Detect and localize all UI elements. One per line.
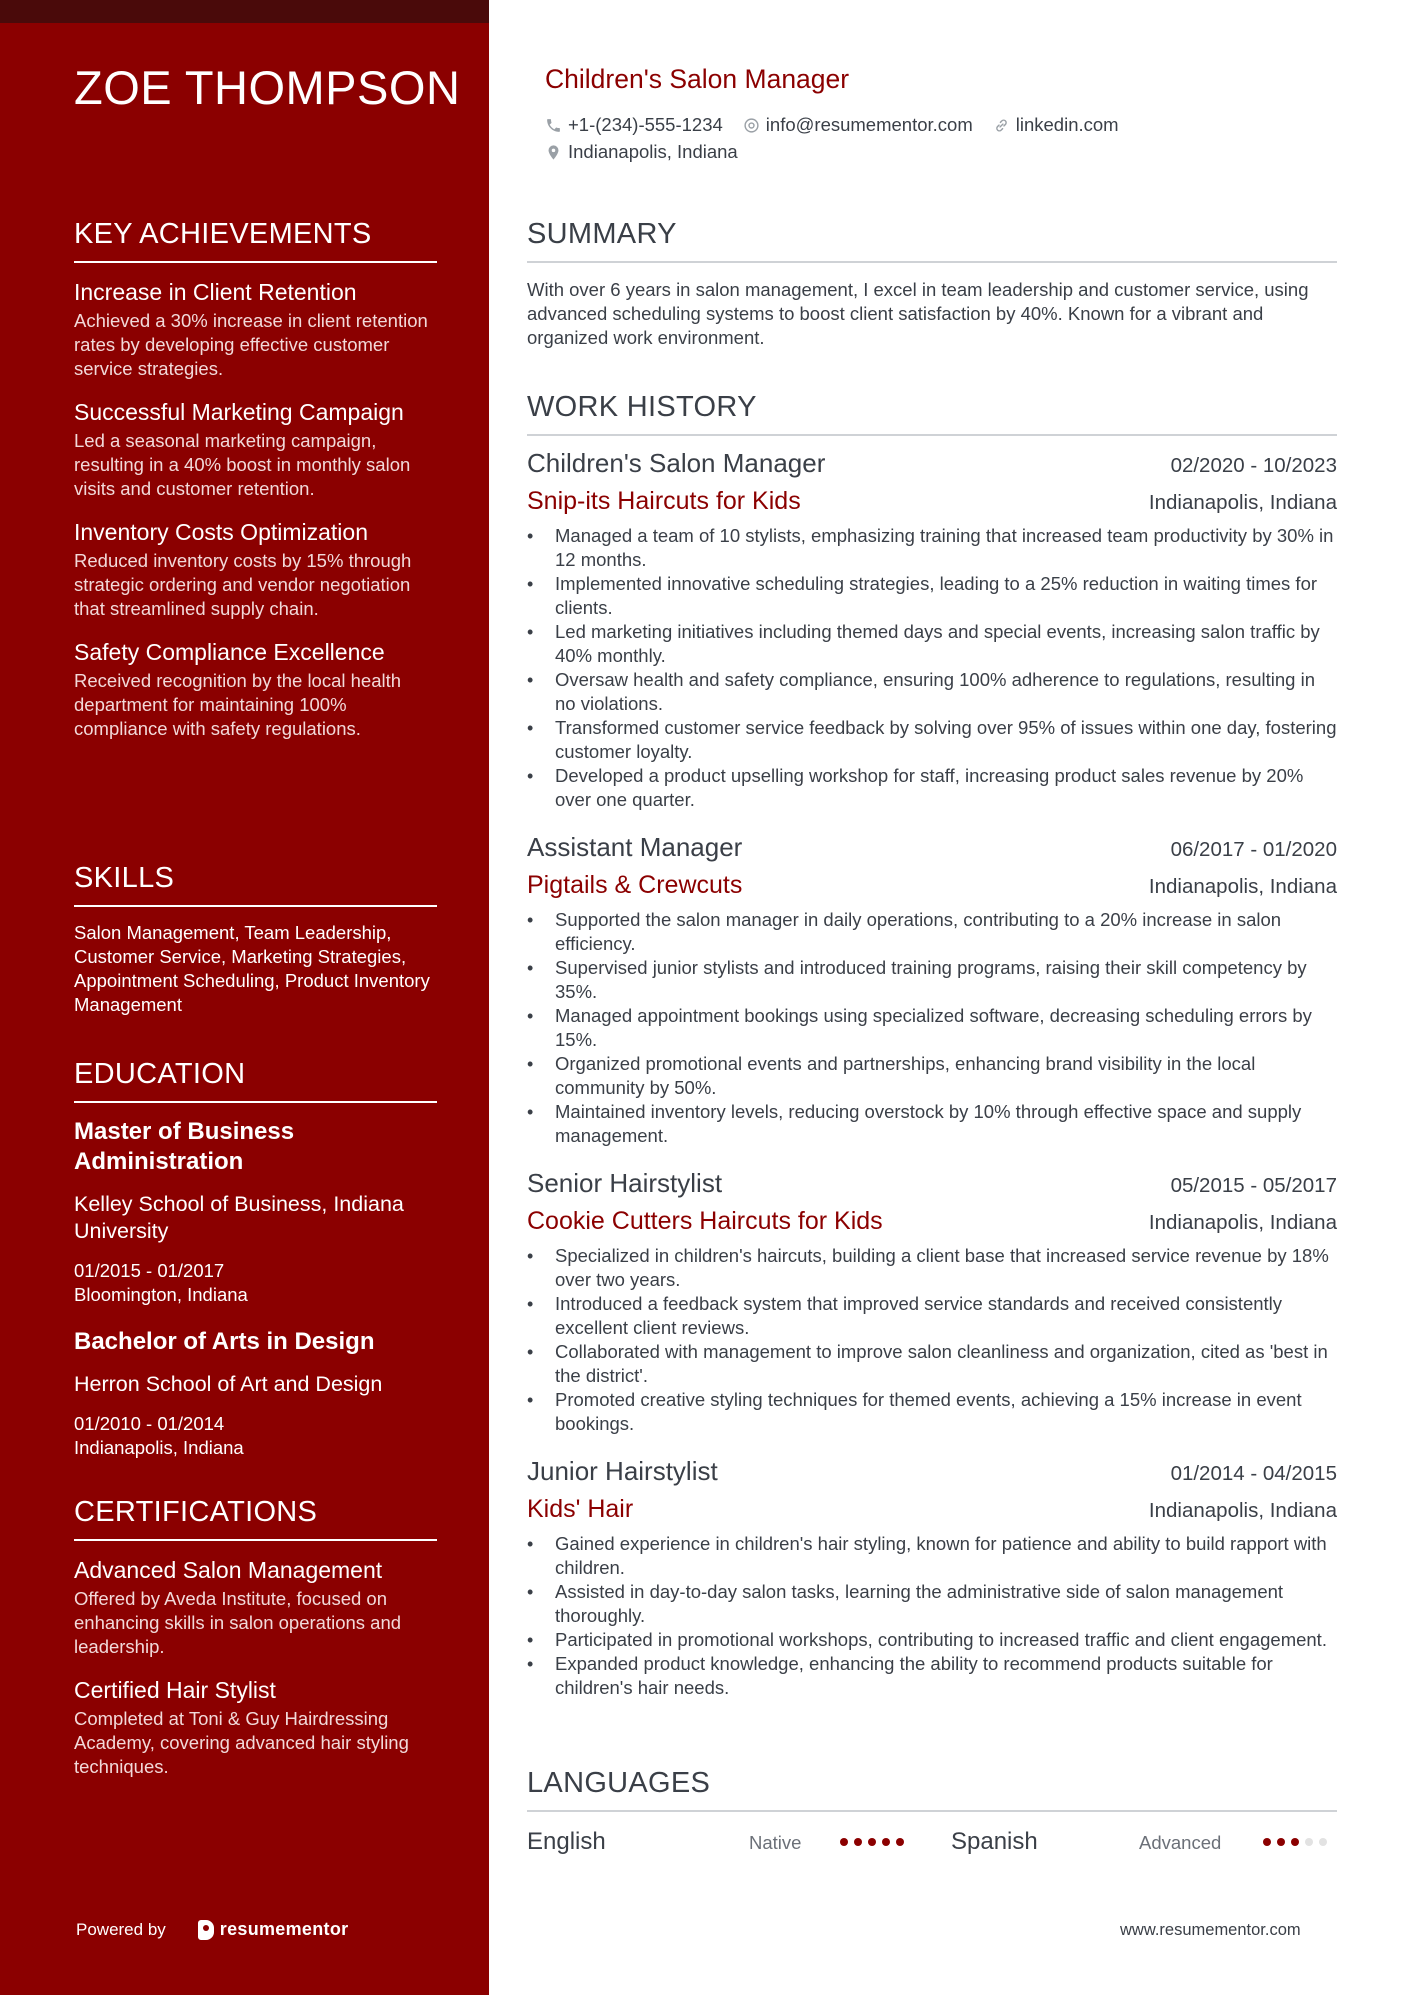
education-item (74, 1117, 437, 1307)
rating-dot (1319, 1838, 1327, 1846)
contact-row (545, 114, 1139, 136)
job-company: Cookie Cutters Haircuts for Kids (527, 1207, 883, 1235)
certification-title: Certified Hair Stylist (74, 1677, 276, 1703)
job-dates: 06/2017 - 01/2020 (1170, 838, 1337, 861)
languages-heading: LANGUAGES (527, 1767, 1337, 1812)
achievements-section (74, 218, 437, 757)
rating-dot (882, 1838, 890, 1846)
job-entry (527, 1168, 1337, 1436)
sidebar (0, 0, 489, 1995)
education-school: Kelley School of Business, Indiana University (74, 1192, 404, 1243)
linkedin-text: linkedin.com (1015, 114, 1119, 135)
job-company: Snip-its Haircuts for Kids (527, 487, 801, 515)
location-icon (545, 144, 562, 161)
job-role: Children's Salon Manager (527, 448, 826, 478)
education-heading: EDUCATION (74, 1058, 437, 1103)
location-text: Indianapolis, Indiana (568, 141, 738, 162)
job-bullet: • Collaborated with management to improve salon cleanliness and organization, cited as 'best in the district'. (527, 1340, 1337, 1388)
education-location: Indianapolis, Indiana (74, 1437, 244, 1458)
education-school: Herron School of Art and Design (74, 1372, 383, 1396)
rating-dot (840, 1838, 848, 1846)
achievement-title: Inventory Costs Optimization (74, 519, 369, 545)
job-company: Kids' Hair (527, 1495, 634, 1523)
certifications-heading: CERTIFICATIONS (74, 1496, 437, 1541)
sidebar-top-band (0, 0, 489, 23)
job-bullet: • Promoted creative styling techniques for themed events, achieving a 15% increase in event bookings. (527, 1388, 1337, 1436)
job-location: Indianapolis, Indiana (1148, 1499, 1337, 1522)
footer-url[interactable]: www.resumementor.com (1120, 1921, 1301, 1939)
achievements-heading: KEY ACHIEVEMENTS (74, 218, 437, 263)
job-bullet: • Oversaw health and safety compliance, ensuring 100% adherence to regulations, resulting in no violations. (527, 668, 1337, 716)
rating-dot (1263, 1838, 1271, 1846)
resumementor-logo-icon (198, 1920, 214, 1940)
job-bullet: • Developed a product upselling workshop for staff, increasing product sales revenue by 20% over one quarter. (527, 764, 1337, 812)
powered-by (76, 1919, 348, 1940)
job-entry (527, 1456, 1337, 1700)
contact-row-location (545, 141, 758, 163)
job-dates: 01/2014 - 04/2015 (1170, 1462, 1337, 1485)
achievement-desc: Reduced inventory costs by 15% through strategic ordering and vendor negotiation that streamlined supply chain. (74, 550, 412, 619)
link-icon (993, 117, 1010, 134)
achievement-title: Increase in Client Retention (74, 279, 357, 305)
job-bullet: • Gained experience in children's hair styling, known for patience and ability to build rapport with children. (527, 1532, 1337, 1580)
achievement-item (74, 277, 437, 381)
achievement-item (74, 637, 437, 741)
job-role: Senior Hairstylist (527, 1168, 723, 1198)
brand-name: resumementor (219, 1919, 349, 1939)
achievement-title: Successful Marketing Campaign (74, 399, 404, 425)
job-bullets (527, 1532, 1337, 1700)
job-location: Indianapolis, Indiana (1148, 1211, 1337, 1234)
job-bullets (527, 524, 1337, 812)
job-bullet: • Participated in promotional workshops, contributing to increased traffic and client engagement. (527, 1628, 1337, 1652)
contact-phone[interactable] (545, 114, 723, 136)
education-dates: 01/2010 - 01/2014 (74, 1413, 225, 1434)
education-degree: Bachelor of Arts in Design (74, 1328, 375, 1355)
job-bullet: • Managed appointment bookings using specialized software, decreasing scheduling errors by 15%. (527, 1004, 1337, 1052)
work-history-heading: WORK HISTORY (527, 391, 1337, 436)
candidate-name: ZOE THOMPSON (74, 61, 461, 114)
job-dates: 05/2015 - 05/2017 (1170, 1174, 1337, 1197)
language-name: Spanish (951, 1828, 1038, 1855)
certification-desc: Offered by Aveda Institute, focused on enhancing skills in salon operations and leadership. (74, 1588, 402, 1657)
phone-text: +1-(234)-555-1234 (568, 114, 723, 135)
language-name: English (527, 1828, 606, 1855)
job-bullet: • Expanded product knowledge, enhancing the ability to recommend products suitable for children's hair needs. (527, 1652, 1337, 1700)
education-item (74, 1327, 437, 1460)
job-dates: 02/2020 - 10/2023 (1170, 454, 1337, 477)
job-bullet: • Led marketing initiatives including themed days and special events, increasing salon traffic by 40% monthly. (527, 620, 1337, 668)
job-bullet: • Supported the salon manager in daily operations, contributing to a 20% increase in salon efficiency. (527, 908, 1337, 956)
job-entry (527, 448, 1337, 812)
skills-section (74, 862, 437, 1017)
job-bullet: • Maintained inventory levels, reducing overstock by 10% through effective space and supply management. (527, 1100, 1337, 1148)
education-degree: Master of Business Administration (74, 1118, 295, 1175)
job-bullet: • Assisted in day-to-day salon tasks, learning the administrative side of salon management thoroughly. (527, 1580, 1337, 1628)
job-bullet: • Transformed customer service feedback by solving over 95% of issues within one day, fostering customer loyalty. (527, 716, 1337, 764)
language-rating (1263, 1838, 1327, 1846)
achievement-desc: Led a seasonal marketing campaign, resulting in a 40% boost in monthly salon visits and customer retention. (74, 430, 411, 499)
certification-item (74, 1555, 437, 1659)
brand-logo[interactable] (198, 1919, 349, 1940)
job-bullets (527, 1244, 1337, 1436)
language-rating (840, 1838, 904, 1846)
achievement-desc: Achieved a 30% increase in client retention rates by developing effective customer service strategies. (74, 310, 428, 379)
rating-dot (896, 1838, 904, 1846)
skills-list: Salon Management, Team Leadership, Customer Service, Marketing Strategies, Appointment Scheduling, Product Inventory Management (74, 922, 430, 1015)
education-location: Bloomington, Indiana (74, 1284, 248, 1305)
rating-dot (868, 1838, 876, 1846)
job-location: Indianapolis, Indiana (1148, 491, 1337, 514)
contact-location (545, 141, 738, 163)
job-bullet: • Supervised junior stylists and introduced training programs, raising their skill competency by 35%. (527, 956, 1337, 1004)
skills-heading: SKILLS (74, 862, 437, 907)
powered-by-label: Powered by (76, 1919, 166, 1939)
summary-heading: SUMMARY (527, 218, 1337, 263)
achievement-item (74, 397, 437, 501)
job-bullet: • Managed a team of 10 stylists, emphasizing training that increased team productivity by 30% in 12 months. (527, 524, 1337, 572)
achievement-title: Safety Compliance Excellence (74, 639, 385, 665)
job-role: Assistant Manager (527, 832, 743, 862)
rating-dot (1277, 1838, 1285, 1846)
achievement-desc: Received recognition by the local health department for maintaining 100% compliance with safety regulations. (74, 670, 402, 739)
email-icon (743, 117, 760, 134)
job-location: Indianapolis, Indiana (1148, 875, 1337, 898)
job-role: Junior Hairstylist (527, 1456, 718, 1486)
job-bullets (527, 908, 1337, 1148)
rating-dot (854, 1838, 862, 1846)
job-bullet: • Specialized in children's haircuts, building a client base that increased service revenue by 18% over two years. (527, 1244, 1337, 1292)
education-dates: 01/2015 - 01/2017 (74, 1260, 225, 1281)
achievement-item (74, 517, 437, 621)
email-text: info@resumementor.com (765, 114, 973, 135)
contact-linkedin[interactable] (993, 114, 1119, 136)
job-bullet: • Implemented innovative scheduling strategies, leading to a 25% reduction in waiting times for clients. (527, 572, 1337, 620)
summary-text: With over 6 years in salon management, I excel in team leadership and customer service, using advanced scheduling systems to boost client satisfaction by 40%. Known for a vibrant and organized work environment. (527, 279, 1309, 348)
languages-row (527, 1828, 1337, 1858)
language-level: Native (749, 1832, 802, 1853)
job-title: Children's Salon Manager (545, 64, 850, 94)
rating-dot (1291, 1838, 1299, 1846)
phone-icon (545, 117, 562, 134)
certification-title: Advanced Salon Management (74, 1557, 383, 1583)
contact-email[interactable] (743, 114, 973, 136)
education-section (74, 1058, 437, 1480)
certifications-section (74, 1496, 437, 1795)
rating-dot (1305, 1838, 1313, 1846)
certification-desc: Completed at Toni & Guy Hairdressing Academy, covering advanced hair styling techniques. (74, 1708, 409, 1777)
certification-item (74, 1675, 437, 1779)
job-bullet: • Organized promotional events and partnerships, enhancing brand visibility in the local community by 50%. (527, 1052, 1337, 1100)
job-company: Pigtails & Crewcuts (527, 871, 743, 899)
job-bullet: • Introduced a feedback system that improved service standards and received consistently excellent client reviews. (527, 1292, 1337, 1340)
language-level: Advanced (1139, 1832, 1222, 1853)
job-entry (527, 832, 1337, 1148)
